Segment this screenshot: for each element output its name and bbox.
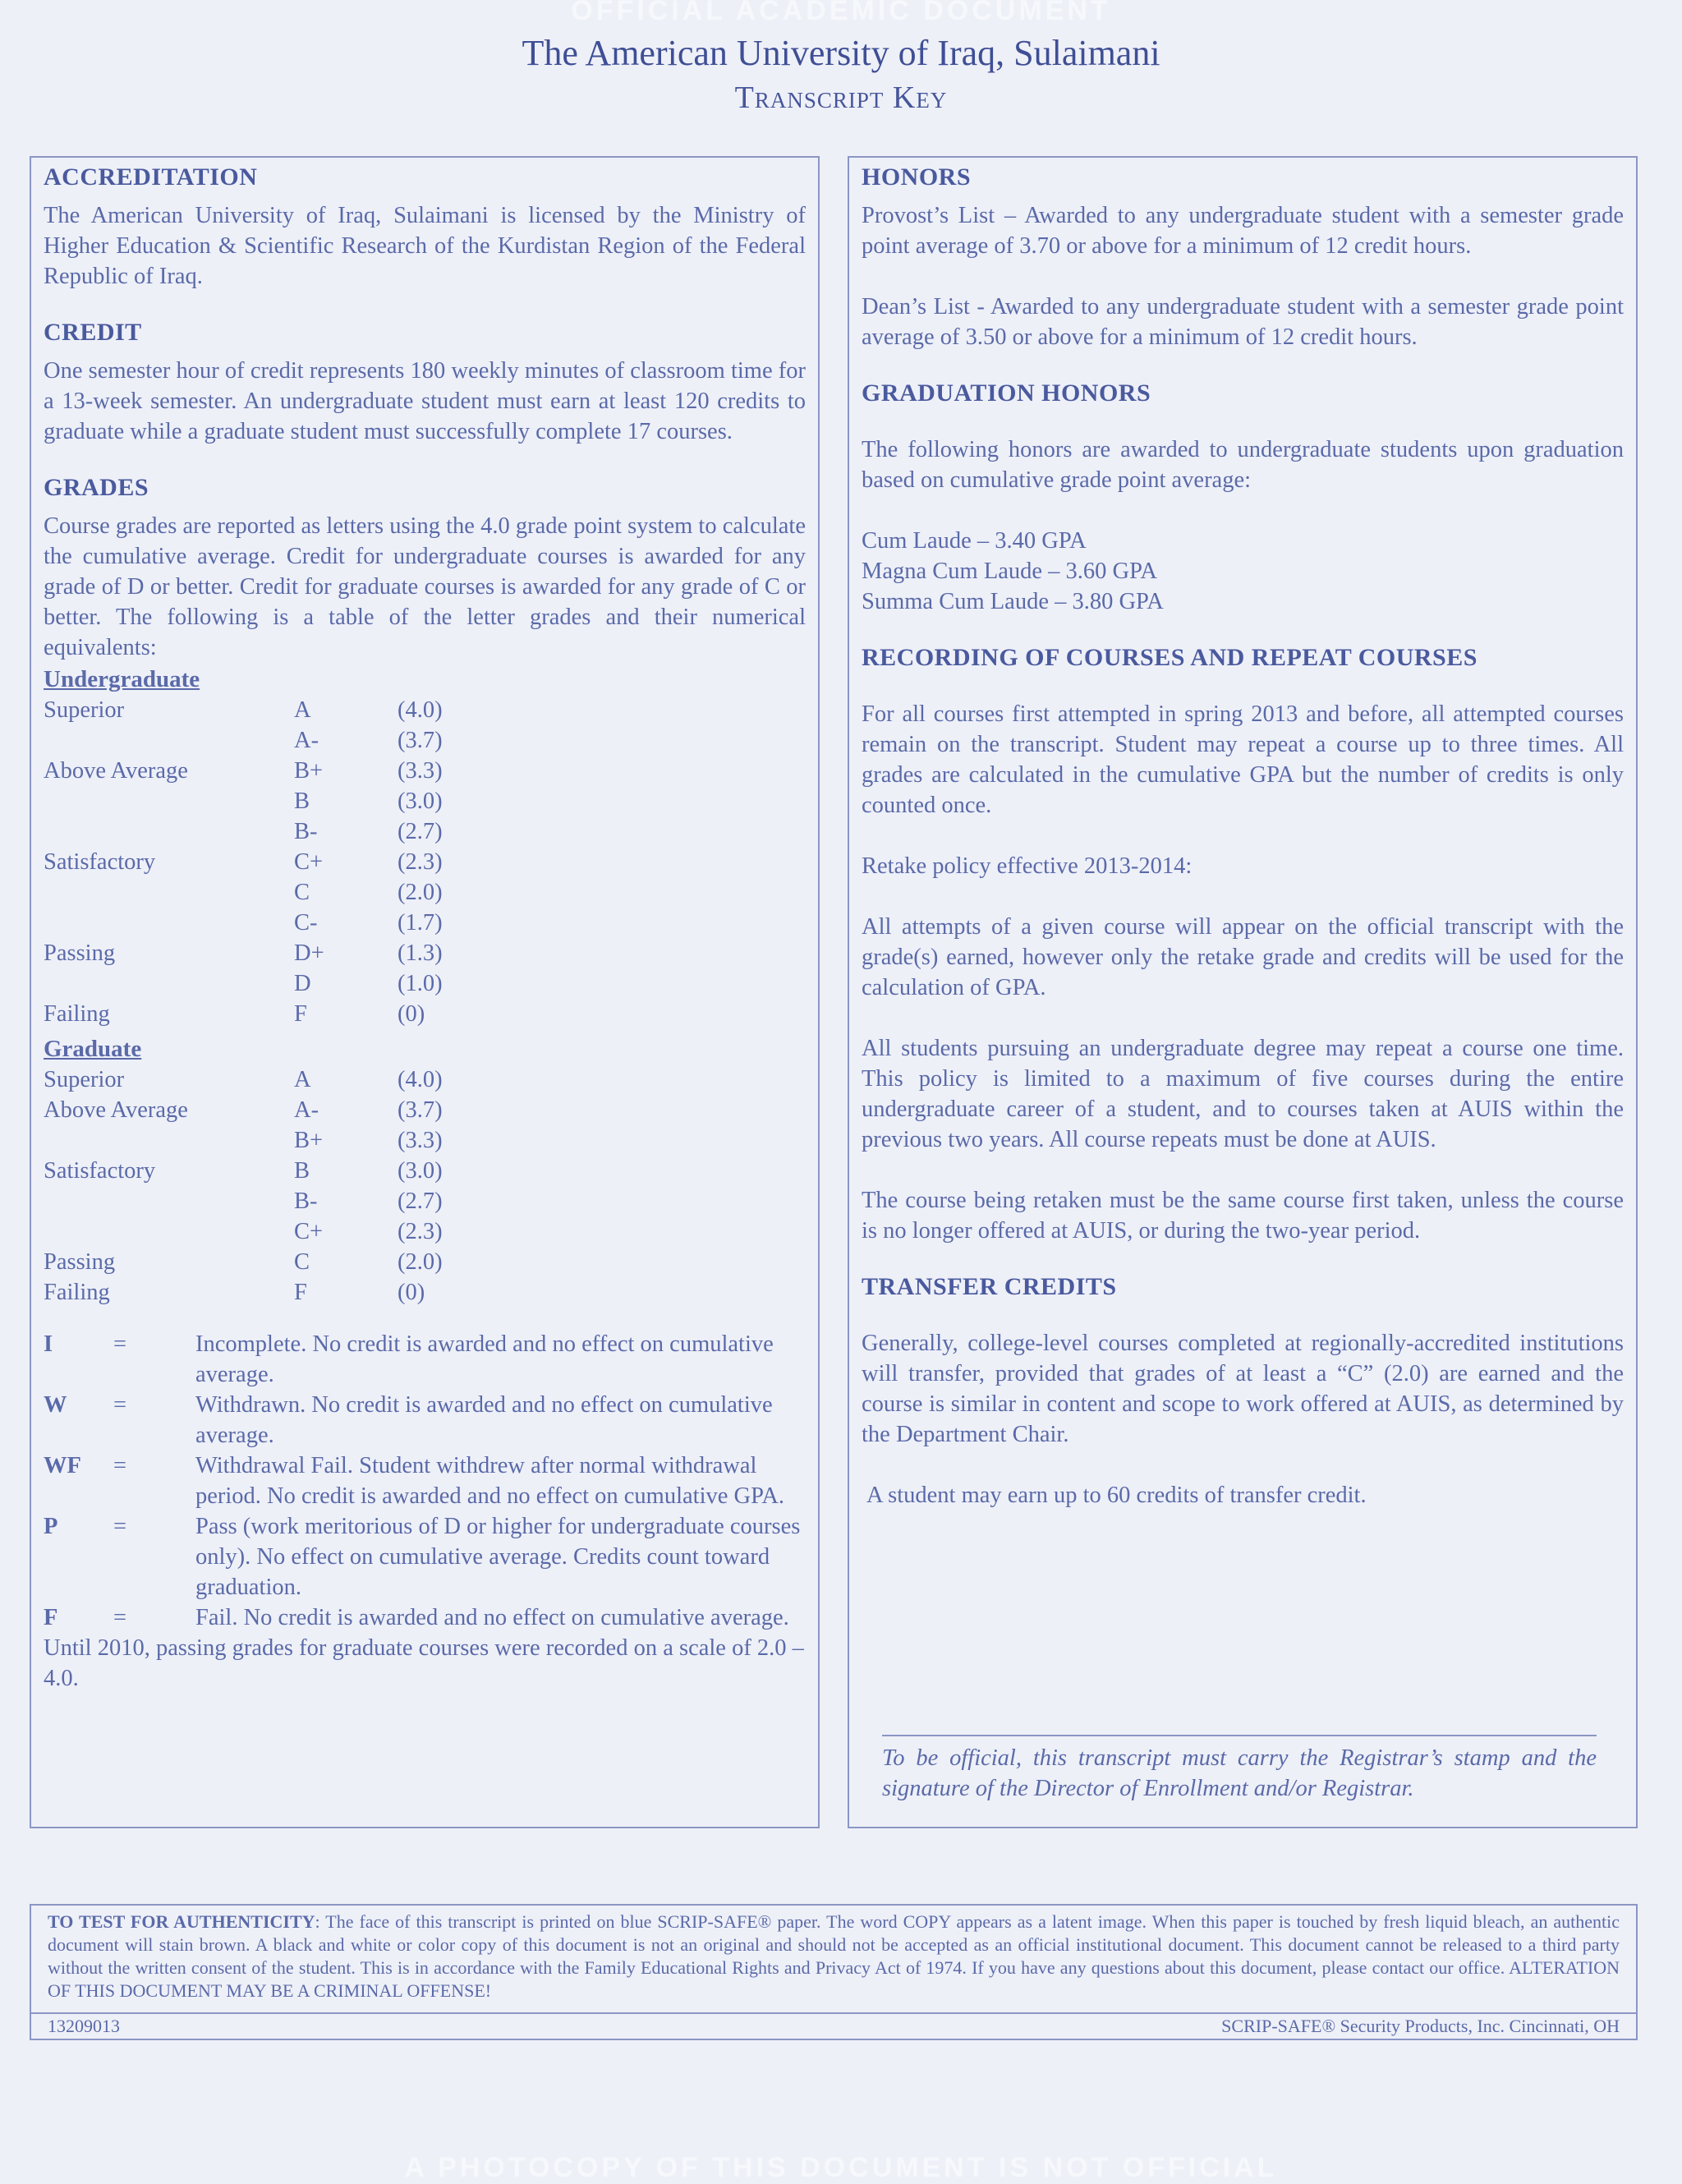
grade-category xyxy=(44,908,294,938)
authenticity-body: : The face of this transcript is printed on blue SCRIP-SAFE® paper. The word COPY appears as a latent image. When this paper is touched by fresh liquid bleach, an authentic document will stain brown. A black and white or color copy of this document is not an original and should not be accepted as an official institutional document. This document cannot be released to a third party without the written consent of the student. This is in accordance with the Family Educational Rights and Privacy Act of 1974. If you have any questions about this document, please contact our office. ALTERATION OF THIS DOCUMENT MAY BE A CRIMINAL OFFENSE! xyxy=(48,1911,1620,2001)
grade-letter: B- xyxy=(294,1189,318,1214)
grade-category: Superior xyxy=(44,1067,125,1092)
abbreviation-definition: Withdrawal Fail. Student withdrew after normal withdrawal period. No credit is awarded and no effect on cumulative GPA. xyxy=(195,1453,785,1509)
grade-points: (1.3) xyxy=(398,940,443,966)
grade-points: (1.0) xyxy=(398,971,443,996)
abbreviation-definition: Withdrawn. No credit is awarded and no effect on cumulative average. xyxy=(195,1392,773,1448)
grade-category xyxy=(44,786,294,816)
graduate-label: Graduate xyxy=(44,1036,142,1062)
recording-heading: RECORDING OF COURSES AND REPEAT COURSES xyxy=(862,644,1477,671)
grade-letter: D xyxy=(294,971,311,996)
grades-text: Course grades are reported as letters using the 4.0 grade point system to calculate the cumulative average. Credit for undergraduate courses is awarded for any grade of D or better. Credit for graduate courses is awarded for any grade of C or better. The following is a table of the letter grades and their numerical equivalents: xyxy=(44,513,806,660)
abbreviation-row xyxy=(44,1511,806,1602)
grade-letter: A- xyxy=(294,1097,319,1123)
grade-row xyxy=(44,938,443,968)
right-panel xyxy=(848,156,1638,1828)
grade-points: (2.0) xyxy=(398,1249,443,1275)
grade-row xyxy=(44,816,443,847)
grade-points: (2.3) xyxy=(398,849,443,875)
grade-points: (0) xyxy=(398,1001,425,1027)
grade-row xyxy=(44,1216,443,1247)
grade-category xyxy=(44,968,294,999)
abbreviation-equals: = xyxy=(113,1331,127,1357)
grade-category xyxy=(44,816,294,847)
grade-letter: A- xyxy=(294,728,319,753)
provost-list-text: Provost’s List – Awarded to any undergraduate student with a semester grade point average of 3.70 or above for a minimum of 12 credit hours. xyxy=(862,203,1624,259)
latin-honors-list xyxy=(862,526,1624,617)
grade-points: (3.3) xyxy=(398,1128,443,1153)
grade-points: (0) xyxy=(398,1280,425,1305)
grade-row xyxy=(44,877,443,908)
grade-row xyxy=(44,999,443,1029)
authenticity-footer xyxy=(31,2012,1636,2039)
abbreviation-row xyxy=(44,1329,806,1390)
grade-category: Above Average xyxy=(44,1097,188,1123)
grade-letter: B+ xyxy=(294,758,324,784)
grade-abbreviations xyxy=(44,1329,806,1633)
grade-points: (3.3) xyxy=(398,758,443,784)
official-stamp-note: To be official, this transcript must carry the Registrar’s stamp and the signature of the Director of Enrollment and/or Registrar. xyxy=(882,1735,1597,1804)
abbreviation-row xyxy=(44,1602,806,1633)
authenticity-lead: TO TEST FOR AUTHENTICITY xyxy=(48,1911,315,1932)
recording-p4: All students pursuing an undergraduate degree may repeat a course one time. This policy is limited to a maximum of five courses during the entire undergraduate career of a student, and to courses taken at AUIS within the previous two years. All course repeats must be done at AUIS. xyxy=(862,1036,1624,1152)
grade-row xyxy=(44,1277,443,1308)
abbreviation-code: W xyxy=(44,1392,67,1418)
recording-p2: Retake policy effective 2013-2014: xyxy=(862,853,1193,879)
grade-letter: C xyxy=(294,1249,310,1275)
abbreviation-definition: Fail. No credit is awarded and no effect on cumulative average. xyxy=(195,1605,789,1630)
deans-list-text: Dean’s List - Awarded to any undergraduate student with a semester grade point average of 3.50 or above for a minimum of 12 credit hours. xyxy=(862,294,1624,350)
accreditation-text: The American University of Iraq, Sulaimani is licensed by the Ministry of Higher Education & Scientific Research of the Kurdistan Region of the Federal Republic of Iraq. xyxy=(44,203,806,289)
grade-letter: B- xyxy=(294,819,318,844)
grade-row xyxy=(44,725,443,756)
authenticity-box xyxy=(30,1904,1638,2040)
grade-category: Failing xyxy=(44,1280,110,1305)
grade-category: Above Average xyxy=(44,758,188,784)
grade-row xyxy=(44,1064,443,1095)
grade-letter: C+ xyxy=(294,1219,324,1244)
grade-category xyxy=(44,1125,294,1156)
grade-row xyxy=(44,1186,443,1216)
grade-letter: B xyxy=(294,789,310,814)
manufacturer-credit: SCRIP-SAFE® Security Products, Inc. Cincinnati, OH xyxy=(1221,2016,1620,2036)
recording-p3: All attempts of a given course will appear on the official transcript with the grade(s) earned, however only the retake grade and credits will be used for the calculation of GPA. xyxy=(862,914,1624,1000)
undergraduate-grade-table xyxy=(44,695,443,1029)
grade-points: (2.7) xyxy=(398,819,443,844)
grade-category xyxy=(44,877,294,908)
abbreviation-code: P xyxy=(44,1514,58,1539)
abbreviation-definition: Pass (work meritorious of D or higher for undergraduate courses only). No effect on cumulative average. Credits count toward graduation. xyxy=(195,1514,801,1600)
grade-points: (2.0) xyxy=(398,880,443,905)
watermark-bottom: A PHOTOCOPY OF THIS DOCUMENT IS NOT OFFICIAL xyxy=(404,2152,1278,2183)
grade-points: (4.0) xyxy=(398,1067,443,1092)
grade-row xyxy=(44,847,443,877)
undergraduate-label: Undergraduate xyxy=(44,666,200,692)
grade-points: (2.7) xyxy=(398,1189,443,1214)
authenticity-text xyxy=(48,1910,1620,2002)
honor-item: Cum Laude – 3.40 GPA xyxy=(862,528,1087,554)
grade-row xyxy=(44,1125,443,1156)
grade-category xyxy=(44,1216,294,1247)
grade-category: Satisfactory xyxy=(44,849,156,875)
note-2010: Until 2010, passing grades for graduate courses were recorded on a scale of 2.0 – 4.0. xyxy=(44,1635,804,1691)
abbreviation-definition: Incomplete. No credit is awarded and no effect on cumulative average. xyxy=(195,1331,774,1387)
recording-p1: For all courses first attempted in spring 2013 and before, all attempted courses remain on the transcript. Student may repeat a course up to three times. All grades are calculated in the cumulative GPA but the number of credits is only counted once. xyxy=(862,701,1624,818)
graduation-honors-text: The following honors are awarded to undergraduate students upon graduation based on cumulative grade point average: xyxy=(862,437,1624,493)
recording-p5: The course being retaken must be the same course first taken, unless the course is no longer offered at AUIS, or during the two-year period. xyxy=(862,1188,1624,1244)
graduation-honors-heading: GRADUATION HONORS xyxy=(862,379,1151,407)
transfer-p1: Generally, college-level courses completed at regionally-accredited institutions will transfer, provided that grades of at least a “C” (2.0) are earned and the course is similar in content and scope to work offered at AUIS, as determined by the Department Chair. xyxy=(862,1331,1624,1447)
grade-row xyxy=(44,1095,443,1125)
grade-category xyxy=(44,1186,294,1216)
credit-text: One semester hour of credit represents 180 weekly minutes of classroom time for a 13-week semester. An undergraduate student must earn at least 120 credits to graduate while a graduate student must successfully complete 17 courses. xyxy=(44,358,806,444)
page-title: The American University of Iraq, Sulaimani xyxy=(522,33,1160,73)
abbreviation-equals: = xyxy=(113,1605,127,1630)
grade-points: (3.0) xyxy=(398,1158,443,1184)
grade-category xyxy=(44,725,294,756)
transfer-heading: TRANSFER CREDITS xyxy=(862,1273,1117,1300)
honors-heading: HONORS xyxy=(862,163,972,191)
grade-letter: B+ xyxy=(294,1128,324,1153)
grade-letter: C- xyxy=(294,910,318,936)
grade-letter: C+ xyxy=(294,849,324,875)
grades-heading: GRADES xyxy=(44,474,149,501)
honor-item: Magna Cum Laude – 3.60 GPA xyxy=(862,559,1157,584)
grade-letter: D+ xyxy=(294,940,324,966)
abbreviation-row xyxy=(44,1451,806,1511)
credit-heading: CREDIT xyxy=(44,319,142,346)
grade-category: Failing xyxy=(44,1001,110,1027)
grade-points: (2.3) xyxy=(398,1219,443,1244)
abbreviation-equals: = xyxy=(113,1514,127,1539)
grade-row xyxy=(44,1156,443,1186)
grade-row xyxy=(44,1247,443,1277)
grade-letter: A xyxy=(294,697,311,723)
grade-letter: C xyxy=(294,880,310,905)
abbreviation-code: F xyxy=(44,1605,58,1630)
grade-points: (1.7) xyxy=(398,910,443,936)
grade-letter: A xyxy=(294,1067,311,1092)
grade-row xyxy=(44,756,443,786)
abbreviation-row xyxy=(44,1390,806,1451)
grade-row xyxy=(44,695,443,725)
abbreviation-equals: = xyxy=(113,1392,127,1418)
grade-points: (4.0) xyxy=(398,697,443,723)
grade-points: (3.7) xyxy=(398,1097,443,1123)
honor-item: Summa Cum Laude – 3.80 GPA xyxy=(862,589,1164,614)
grade-letter: F xyxy=(294,1001,307,1027)
abbreviation-code: I xyxy=(44,1331,53,1357)
page-subtitle: Transcript Key xyxy=(734,80,948,115)
abbreviation-equals: = xyxy=(113,1453,127,1478)
accreditation-heading: ACCREDITATION xyxy=(44,163,258,191)
grade-row xyxy=(44,786,443,816)
grade-category: Passing xyxy=(44,940,116,966)
graduate-grade-table xyxy=(44,1064,443,1308)
grade-category: Passing xyxy=(44,1249,116,1275)
grade-row xyxy=(44,968,443,999)
grade-points: (3.0) xyxy=(398,789,443,814)
transfer-p2: A student may earn up to 60 credits of transfer credit. xyxy=(866,1483,1367,1508)
grade-letter: F xyxy=(294,1280,307,1305)
grade-points: (3.7) xyxy=(398,728,443,753)
grade-letter: B xyxy=(294,1158,310,1184)
grade-category: Superior xyxy=(44,697,125,723)
grade-category: Satisfactory xyxy=(44,1158,156,1184)
left-panel xyxy=(30,156,820,1828)
watermark-top: OFFICIAL ACADEMIC DOCUMENT xyxy=(571,0,1111,26)
form-number: 13209013 xyxy=(48,2016,120,2036)
grade-row xyxy=(44,908,443,938)
abbreviation-code: WF xyxy=(44,1453,81,1478)
